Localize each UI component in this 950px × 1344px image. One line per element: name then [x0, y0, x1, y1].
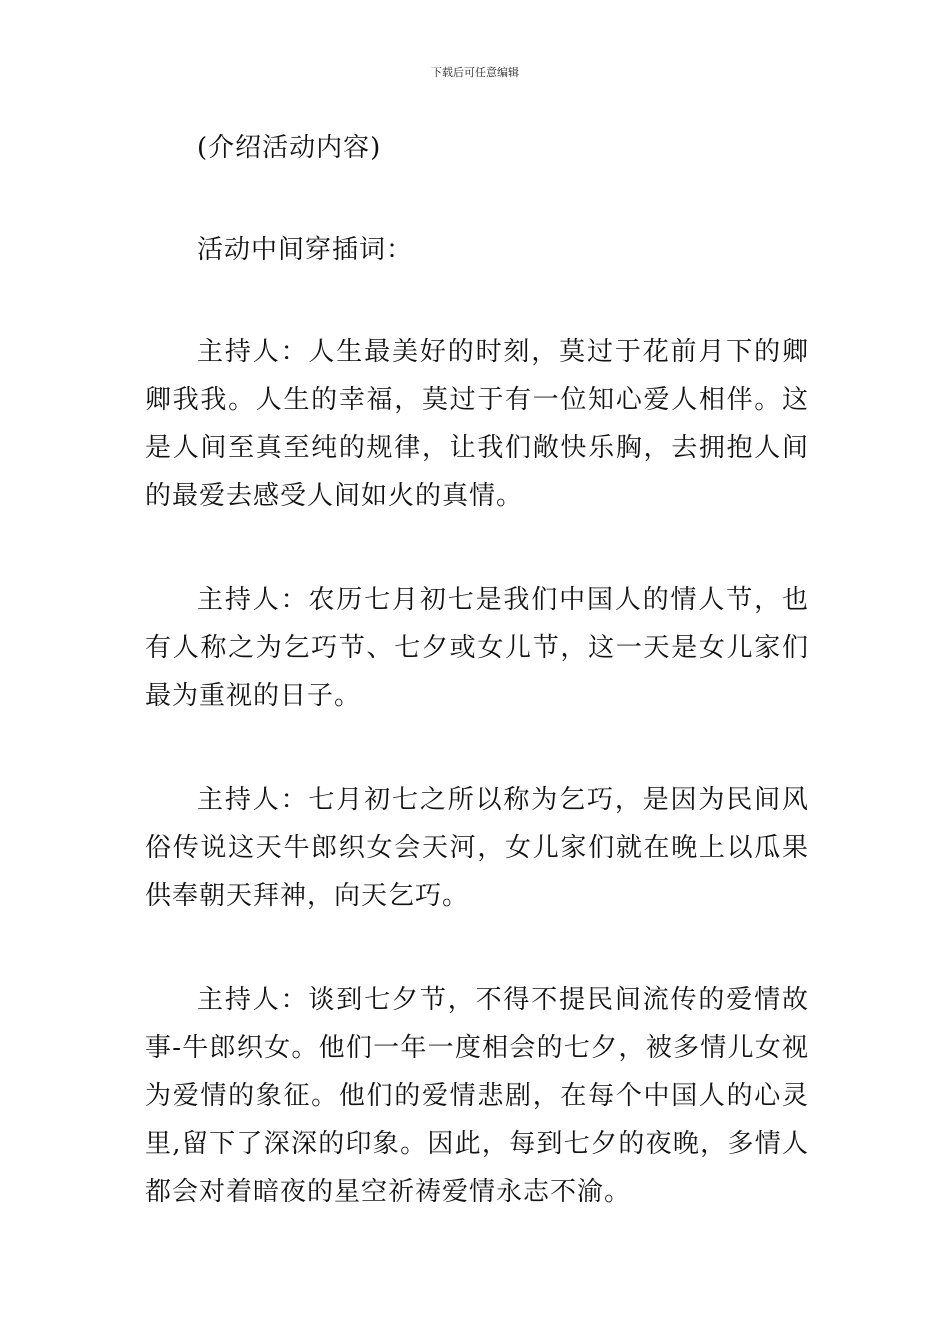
paragraph-intro-activity: (介绍活动内容) — [197, 133, 382, 163]
paragraph-interlude-heading: 活动中间穿插词： — [197, 235, 414, 265]
paragraph-host-4: 主持人：谈到七夕节，不得不提民间流传的爱情故事-牛郎织女。他们一年一度相会的七夕，被多情儿女视为爱情的象征。他们的爱情悲剧，在每个中国人的心灵里,留下了深深的印象。因此，每到七夕的夜晚，多情人都会对着暗夜的星空祈祷爱情永志不渝。 — [145, 985, 809, 1207]
paragraph-host-2: 主持人：农历七月初七是我们中国人的情人节，也有人称之为乞巧节、七夕或女儿节，这一天是女儿家们最为重视的日子。 — [145, 585, 809, 711]
paragraph-host-3: 主持人：七月初七之所以称为乞巧，是因为民间风俗传说这天牛郎织女会天河，女儿家们就在晚上以瓜果供奉朝天拜神，向天乞巧。 — [145, 785, 809, 911]
paragraph-host-1: 主持人：人生最美好的时刻，莫过于花前月下的卿卿我我。人生的幸福，莫过于有一位知心爱人相伴。这是人间至真至纯的规律，让我们敞快乐胸，去拥抱人间的最爱去感受人间如火的真情。 — [145, 337, 809, 511]
page-header: 下载后可任意编辑 — [431, 66, 519, 79]
